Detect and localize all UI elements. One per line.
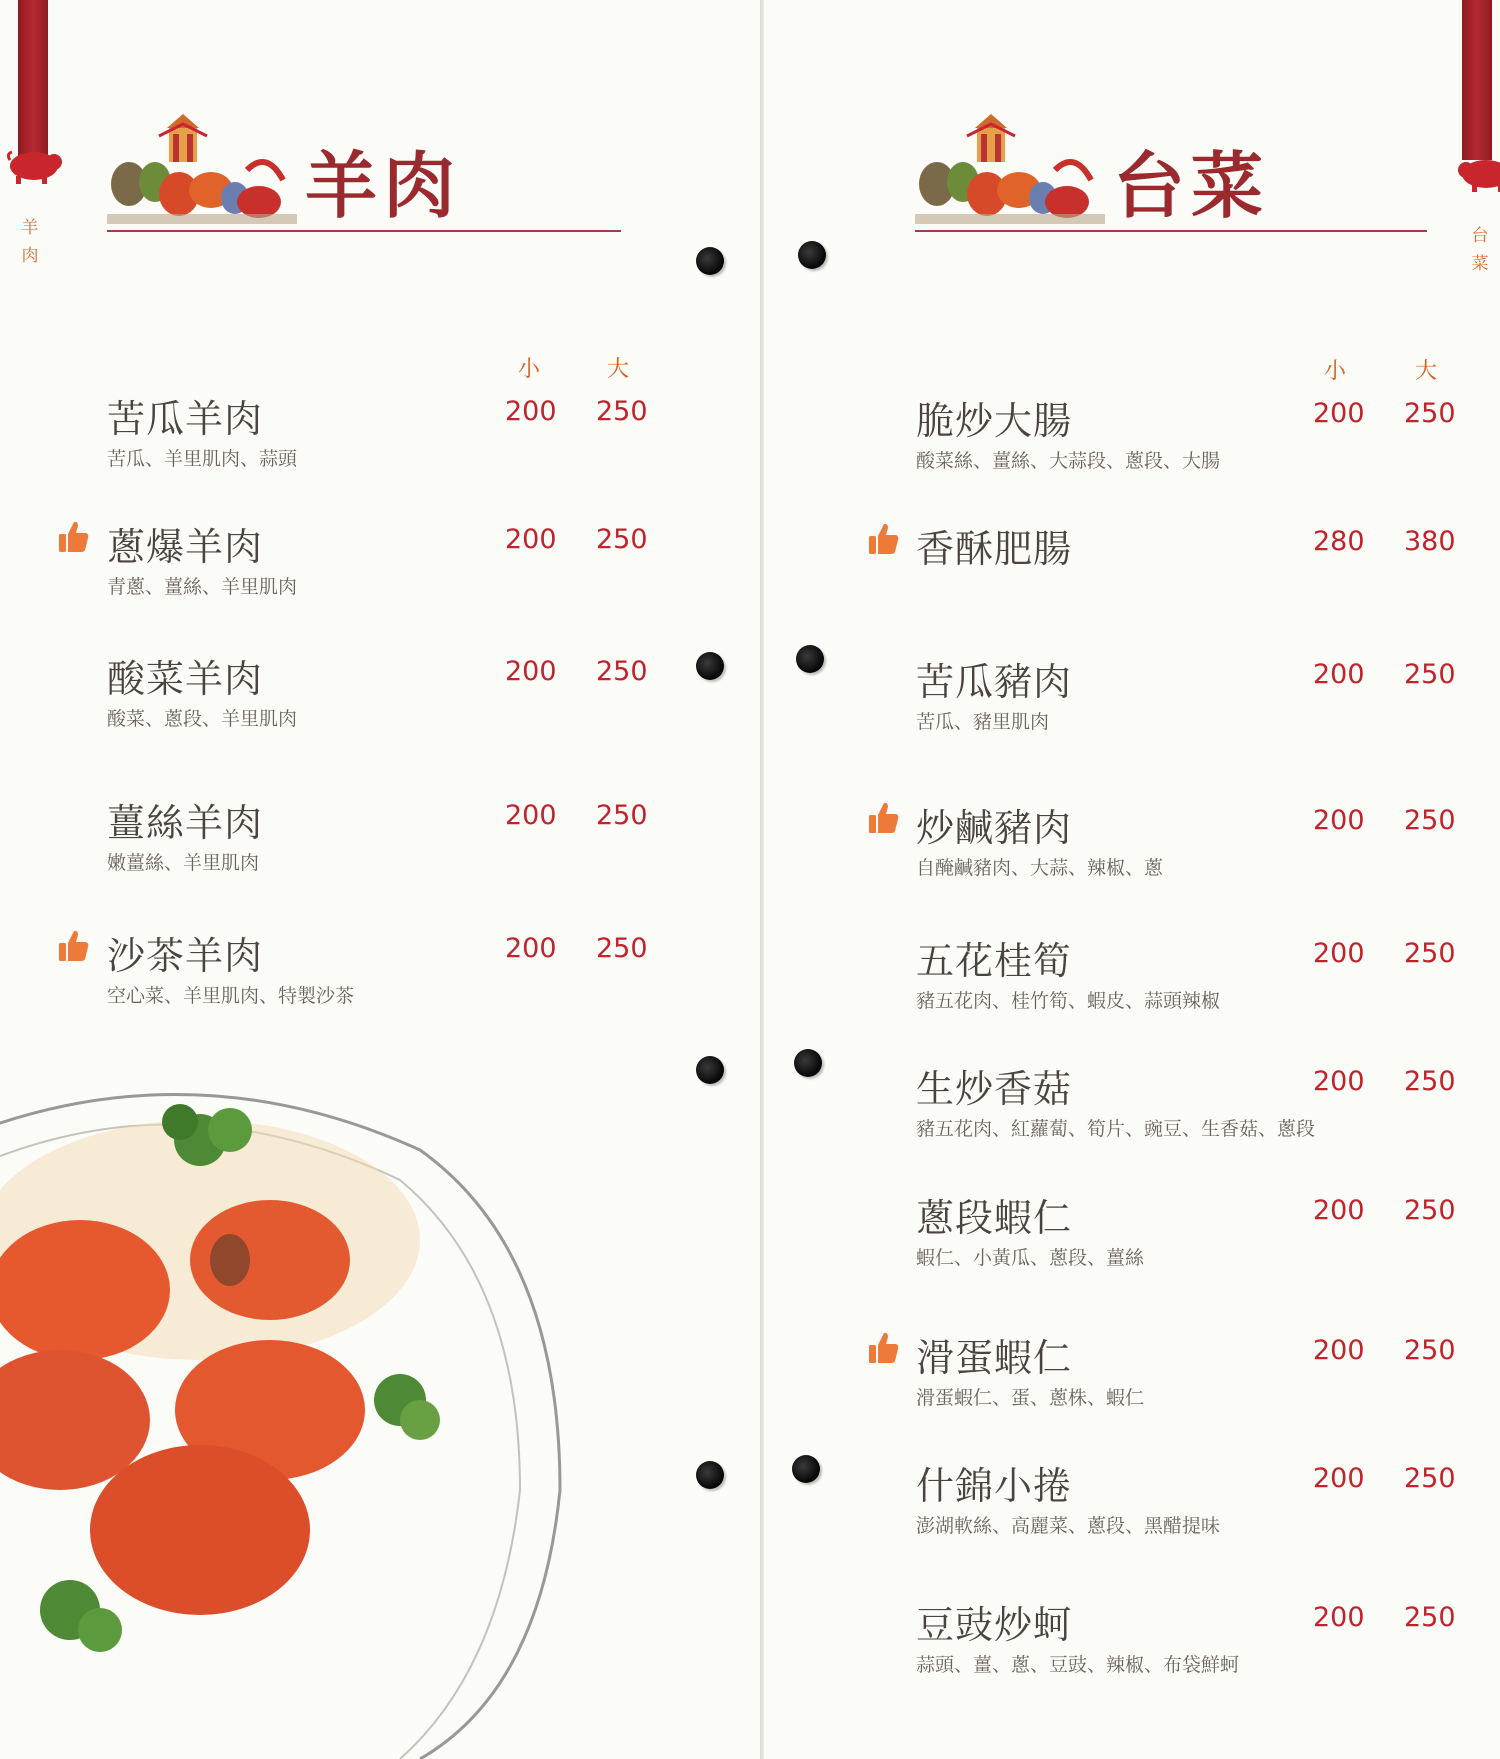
title-underline [107, 230, 621, 232]
price-small: 200 [505, 656, 557, 687]
menu-item-name: 薑絲羊肉 [107, 801, 264, 845]
binder-hole [798, 241, 826, 269]
menu-item-description: 滑蛋蝦仁、蛋、蔥株、蝦仁 [916, 1387, 1145, 1409]
price-small: 200 [1313, 1066, 1365, 1097]
menu-item-description: 酸菜絲、薑絲、大蒜段、蔥段、大腸 [916, 450, 1221, 472]
menu-item [916, 651, 1464, 731]
price-large: 250 [1404, 938, 1456, 969]
menu-item [916, 1187, 1464, 1267]
menu-item-description: 嫩薑絲、羊里肌肉 [107, 852, 260, 874]
price-large: 250 [596, 524, 648, 555]
food-plate-illustration [0, 1090, 600, 1759]
menu-item [107, 516, 656, 596]
thumbs-up-icon [58, 520, 90, 558]
price-large: 250 [1404, 1335, 1456, 1366]
side-section-label: 羊肉 [21, 218, 39, 266]
menu-item-name: 什錦小捲 [916, 1464, 1073, 1508]
menu-item-name: 苦瓜羊肉 [107, 397, 264, 441]
price-large: 250 [1404, 398, 1456, 429]
price-large: 250 [1404, 1463, 1456, 1494]
binder-hole [794, 1049, 822, 1077]
price-small: 200 [1313, 398, 1365, 429]
menu-item-description: 豬五花肉、桂竹筍、蝦皮、蒜頭辣椒 [916, 990, 1221, 1012]
price-large: 250 [1404, 1195, 1456, 1226]
bookmark-ribbon [18, 0, 48, 160]
size-small-header: 小 [1324, 359, 1347, 384]
binder-hole [792, 1455, 820, 1483]
price-small: 200 [1313, 659, 1365, 690]
menu-item-name: 炒鹹豬肉 [916, 806, 1073, 850]
title-underline [915, 230, 1427, 232]
price-large: 250 [596, 396, 648, 427]
price-small: 200 [1313, 1602, 1365, 1633]
price-small: 200 [1313, 938, 1365, 969]
price-large: 250 [1404, 659, 1456, 690]
menu-item-description: 酸菜、蔥段、羊里肌肉 [107, 708, 298, 730]
price-large: 250 [1404, 805, 1456, 836]
menu-item-name: 五花桂筍 [916, 939, 1073, 983]
binder-hole [696, 247, 724, 275]
pig-icon [4, 142, 64, 186]
size-small-header: 小 [518, 357, 541, 382]
price-small: 200 [505, 800, 557, 831]
side-section-label: 台菜 [1471, 226, 1489, 274]
price-small: 200 [505, 524, 557, 555]
menu-item-description: 自醃鹹豬肉、大蒜、辣椒、蔥 [916, 857, 1164, 879]
section-header [915, 110, 1428, 235]
binder-hole [696, 652, 724, 680]
section-title: 羊肉 [305, 144, 462, 228]
menu-item [916, 1327, 1464, 1407]
menu-item-description: 青蔥、薑絲、羊里肌肉 [107, 576, 298, 598]
thumbs-up-icon [868, 522, 900, 560]
menu-item-description: 苦瓜、羊里肌肉、蒜頭 [107, 448, 298, 470]
price-large: 250 [596, 656, 648, 687]
menu-item-name: 香酥肥腸 [916, 527, 1073, 571]
pig-icon [1456, 150, 1500, 194]
menu-item-description: 澎湖軟絲、高麗菜、蔥段、黑醋提味 [916, 1515, 1221, 1537]
menu-item-name: 酸菜羊肉 [107, 657, 264, 701]
menu-item [107, 925, 656, 1005]
menu-item [916, 1455, 1464, 1535]
menu-item [916, 390, 1464, 470]
price-small: 200 [505, 396, 557, 427]
section-header [107, 110, 622, 235]
menu-item [107, 792, 656, 872]
menu-item [916, 1058, 1464, 1138]
price-small: 200 [1313, 1463, 1365, 1494]
price-small: 200 [1313, 805, 1365, 836]
menu-item [916, 518, 1464, 598]
bookmark-ribbon [1462, 0, 1492, 160]
price-small: 200 [1313, 1335, 1365, 1366]
temple-food-illustration-icon [915, 110, 1105, 226]
thumbs-up-icon [868, 801, 900, 839]
size-large-header: 大 [607, 357, 630, 382]
menu-item [916, 930, 1464, 1010]
binder-hole [696, 1461, 724, 1489]
menu-item-name: 滑蛋蝦仁 [916, 1336, 1073, 1380]
menu-item-name: 苦瓜豬肉 [916, 660, 1073, 704]
temple-food-illustration-icon [107, 110, 297, 226]
menu-item-description: 空心菜、羊里肌肉、特製沙茶 [107, 985, 355, 1007]
menu-item-name: 蔥段蝦仁 [916, 1196, 1073, 1240]
menu-item [916, 1594, 1464, 1674]
thumbs-up-icon [868, 1331, 900, 1369]
menu-item [107, 648, 656, 728]
menu-item-name: 沙茶羊肉 [107, 934, 264, 978]
menu-item-name: 生炒香菇 [916, 1067, 1073, 1111]
binder-hole [796, 645, 824, 673]
price-large: 250 [1404, 1602, 1456, 1633]
menu-item-description: 蝦仁、小黃瓜、蔥段、薑絲 [916, 1247, 1145, 1269]
section-title: 台菜 [1113, 144, 1270, 228]
price-large: 380 [1404, 526, 1456, 557]
menu-item-description: 豬五花肉、紅蘿蔔、筍片、豌豆、生香菇、蔥段 [916, 1118, 1316, 1140]
price-large: 250 [1404, 1066, 1456, 1097]
price-large: 250 [596, 933, 648, 964]
menu-item [916, 797, 1464, 877]
right-menu-page [764, 0, 1500, 1759]
menu-item-name: 蔥爆羊肉 [107, 525, 264, 569]
menu-item-description: 蒜頭、薑、蔥、豆豉、辣椒、布袋鮮蚵 [916, 1654, 1240, 1676]
price-large: 250 [596, 800, 648, 831]
size-large-header: 大 [1415, 359, 1438, 384]
binder-hole [696, 1056, 724, 1084]
price-small: 200 [1313, 1195, 1365, 1226]
price-small: 200 [505, 933, 557, 964]
menu-item [107, 388, 656, 468]
menu-item-name: 豆豉炒蚵 [916, 1603, 1073, 1647]
menu-item-name: 脆炒大腸 [916, 399, 1073, 443]
menu-item-description: 苦瓜、豬里肌肉 [916, 711, 1050, 733]
price-small: 280 [1313, 526, 1365, 557]
thumbs-up-icon [58, 929, 90, 967]
